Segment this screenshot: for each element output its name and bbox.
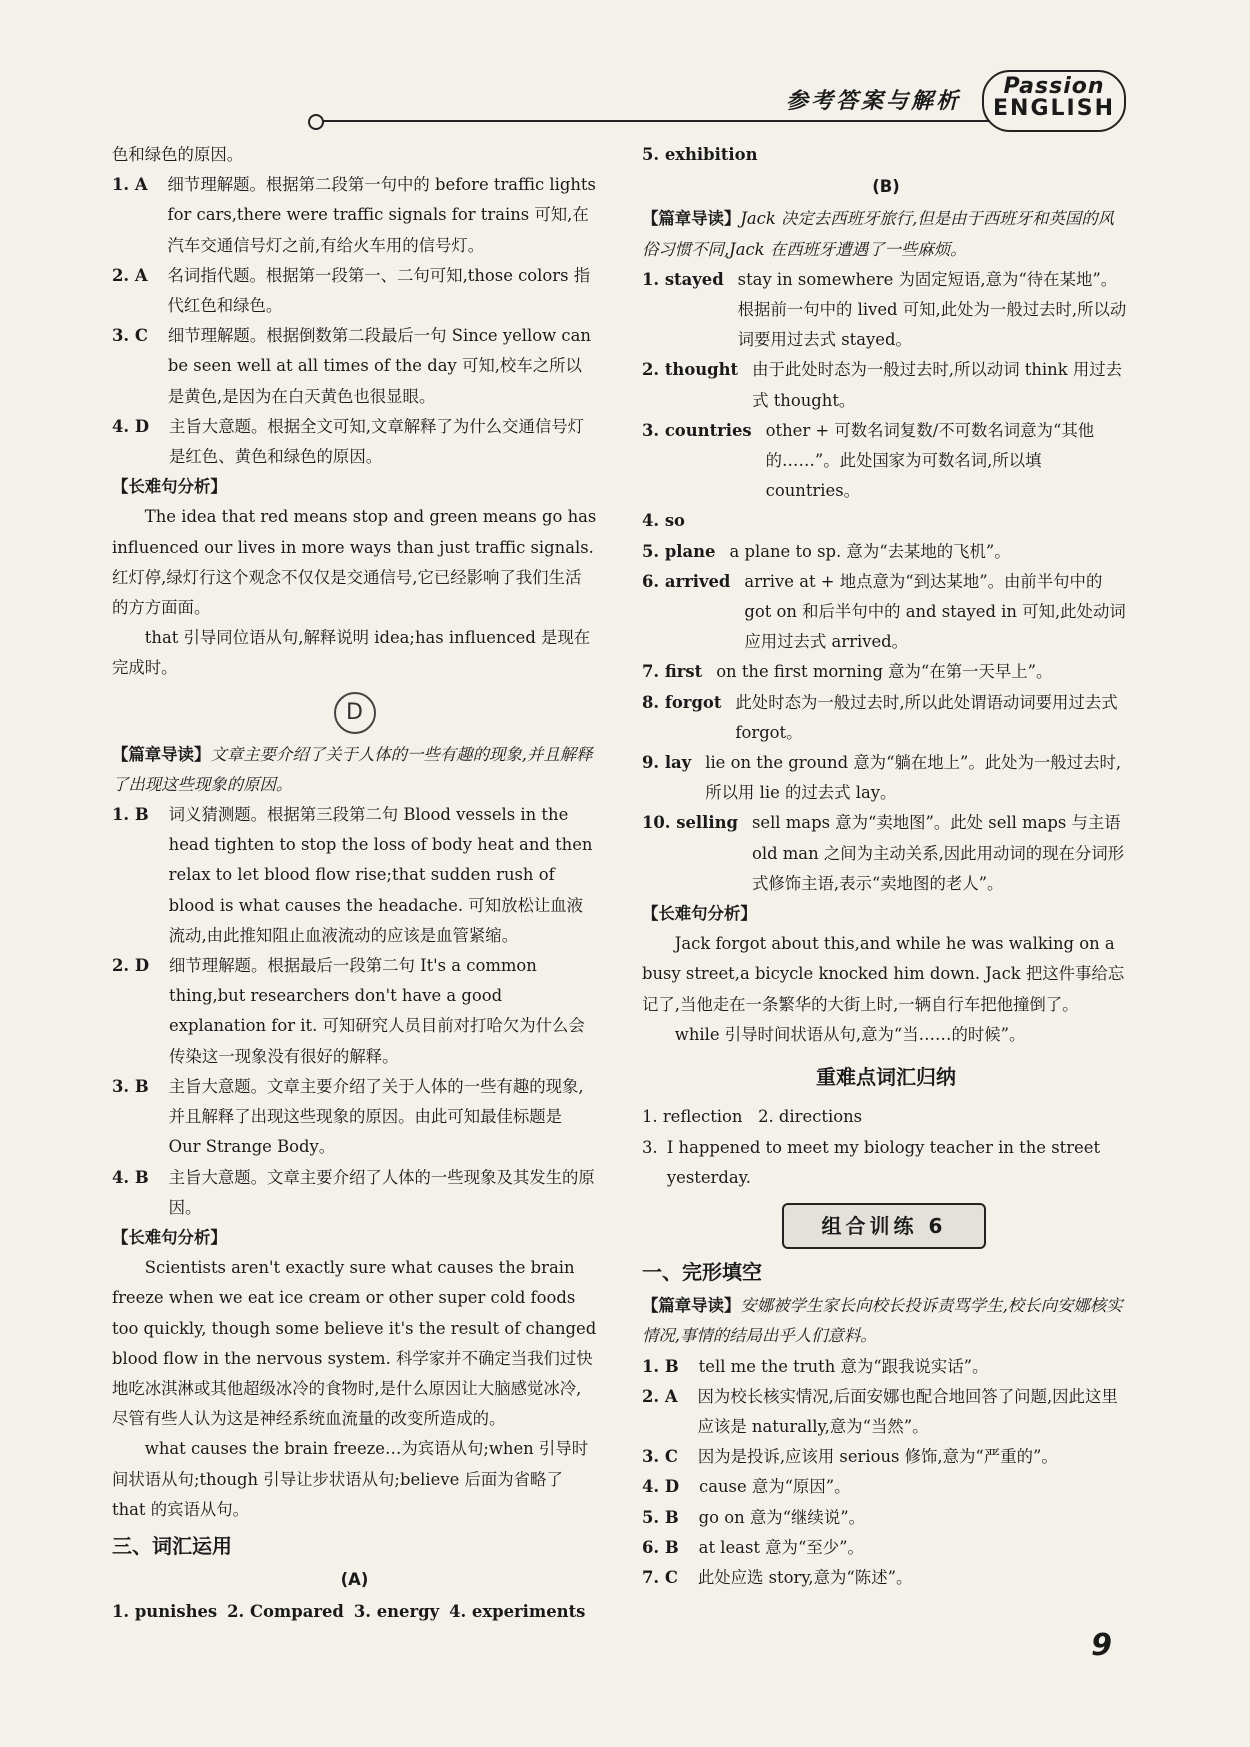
logo-bottom: ENGLISH [993, 96, 1115, 121]
answer-item: 7. C 此处应选 story,意为“陈述”。 [642, 1567, 913, 1587]
answer-item: 2. D 细节理解题。根据最后一段第二句 It's a common thing,but researchers don't have a good explanation for it. 可知研究人员目前对打哈欠为什么会传染这一现象没有很好的解释。 [112, 956, 585, 1066]
answer-item: 4. so [642, 511, 685, 531]
answer-item: 10. selling sell maps 意为“卖地图”。此处 sell maps 与主语 old man 之间为主动关系,因此用动词的现在分词形式修饰主语,表示“卖地图的老人”。 [642, 813, 1125, 893]
page-number: 9 [1091, 1628, 1112, 1663]
long-sentence-tag: 【长难句分析】 [112, 1227, 227, 1247]
left-column [112, 140, 597, 1628]
key-vocab-line: 3. I happened to meet my biology teacher in the street yesterday. [642, 1137, 1101, 1187]
answer-item: 1. stayed stay in somewhere 为固定短语,意为“待在某地”。根据前一句中的 lived 可知,此处为一般过去时,所以动词要用过去式 stayed。 [642, 269, 1127, 350]
d-answers [112, 800, 597, 1223]
answer-item: 7. first on the first morning 意为“在第一天早上”。 [642, 662, 1053, 682]
cloze-heading: 一、完形填空 [642, 1259, 762, 1284]
answer-item: 1. B tell me the truth 意为“跟我说实话”。 [642, 1356, 989, 1376]
long-sentence-note: while 引导时间状语从句,意为“当……的时候”。 [674, 1024, 1026, 1044]
answer-item: 5. plane a plane to sp. 意为“去某地的飞机”。 [642, 541, 1011, 561]
cloze-guide: 【篇章导读】安娜被学生家长向校长投诉责骂学生,校长向安娜核实情况,事情的结局出乎人们意料。 [642, 1296, 1123, 1346]
long-sentence-note: that 引导同位语从句,解释说明 idea;has influenced 是现在完成时。 [112, 628, 591, 678]
answer-item: 2. A 名词指代题。根据第一段第一、二句可知,those colors 指代红色和绿色。 [112, 265, 591, 316]
answer-item: 4. B 主旨大意题。文章主要介绍了人体的一些现象及其发生的原因。 [112, 1167, 595, 1217]
cloze-answers [642, 1352, 1130, 1594]
answer-item: 2. thought 由于此处时态为一般过去时,所以动词 think 用过去式 thought。 [642, 360, 1123, 410]
continued-text: 色和绿色的原因。 [112, 145, 244, 164]
answer-item: 1. B 词义猜测题。根据第三段第二句 Blood vessels in the head tighten to stop the loss of body heat and then relax to let blood flow rise;that sudden rush of blood is what causes the headache. 可知放松让血液流动,由此推知阻止血液流动的应该是血管紧缩。 [112, 805, 593, 945]
header-rule [320, 120, 990, 122]
long-sentence-note: what causes the brain freeze…为宾语从句;when 引导时间状语从句;though 引导让步状语从句;believe 后面为省略了 that 的宾语从句。 [112, 1439, 589, 1519]
long-sentence-tag: 【长难句分析】 [642, 904, 757, 924]
page-header [300, 70, 1130, 130]
b-answers [642, 265, 1130, 899]
answer-item: 6. arrived arrive at + 地点意为“到达某地”。由前半句中的 got on 和后半句中的 and stayed in 可知,此处动词应用过去式 arrived。 [642, 571, 1126, 652]
answer-item: 8. forgot 此处时态为一般过去时,所以此处谓语动词要用过去式 forgot。 [642, 692, 1118, 742]
d-guide: 【篇章导读】文章主要介绍了关于人体的一些有趣的现象,并且解释了出现这些现象的原因。 [112, 744, 593, 794]
answer-item: 5. exhibition [642, 145, 758, 164]
long-sentence-tag: 【长难句分析】 [112, 477, 227, 497]
answer-item: 3. B 主旨大意题。文章主要介绍了关于人体的一些有趣的现象,并且解释了出现这些现象的原因。由此可知最佳标题是 Our Strange Body。 [112, 1076, 584, 1157]
b-guide: 【篇章导读】Jack 决定去西班牙旅行,但是由于西班牙和英国的风俗习惯不同,Jack 在西班牙遭遇了一些麻烦。 [642, 209, 1115, 259]
answer-item: 3. countries other + 可数名词复数/不可数名词意为“其他的……”。此处国家为可数名词,所以填 countries。 [642, 420, 1095, 501]
header-title: 参考答案与解析 [786, 88, 962, 114]
answer-item: 1. A 细节理解题。根据第二段第一句中的 before traffic lights for cars,there were traffic signals for trains 可知,在汽车交通信号灯之前,有给火车用的信号灯。 [112, 175, 596, 255]
answer-item: 2. A 因为校长核实情况,后面安娜也配合地回答了问题,因此这里应该是 naturally,意为“当然”。 [642, 1386, 1118, 1436]
c-answers [112, 170, 597, 472]
vocab-answers: 1. punishes 2. Compared 3. energy 4. experiments [112, 1602, 586, 1622]
header-rule-dot [308, 114, 324, 130]
key-vocab-line: 1. reflection 2. directions [642, 1107, 863, 1127]
answer-item: 3. C 细节理解题。根据倒数第二段最后一句 Since yellow can be seen well at all times of the day 可知,校车之所以是黄色,是因为在白天黄色也很显眼。 [112, 326, 591, 406]
answer-item: 3. C 因为是投诉,应该用 serious 修饰,意为“严重的”。 [642, 1447, 1058, 1467]
answer-item: 4. D cause 意为“原因”。 [642, 1477, 851, 1497]
answer-item: 4. D 主旨大意题。根据全文可知,文章解释了为什么交通信号灯是红色、黄色和绿色的原因。 [112, 416, 585, 467]
passion-english-logo [982, 70, 1126, 132]
answer-item: 9. lay lie on the ground 意为“躺在地上”。此处为一般过去时,所以用 lie 的过去式 lay。 [642, 753, 1122, 803]
key-vocab-heading: 重难点词汇归纳 [816, 1065, 956, 1090]
answer-item: 5. B go on 意为“继续说”。 [642, 1507, 865, 1527]
vocab-heading: 三、词汇运用 [112, 1533, 232, 1558]
long-sentence-text: Jack forgot about this,and while he was walking on a busy street,a bicycle knocked him down. Jack 把这件事给忘记了,当他走在一条繁华的大街上时,一辆自行车把他撞倒了。 [642, 934, 1125, 1014]
logo-top: Passion [1003, 74, 1105, 99]
long-sentence-text: Scientists aren't exactly sure what causes the brain freeze when we eat ice cream or other super cold foods too quickly, though some believe it's the result of changed blood flow in the nervous system. 科学家并不确定当我们过快地吃冰淇淋或其他超级冰冷的食物时,是什么原因让大脑感觉冰冷,尽管有些人认为这是神经系统血流量的改变所造成的。 [112, 1258, 597, 1429]
long-sentence-text: The idea that red means stop and green means go has influenced our lives in more ways than just traffic signals. 红灯停,绿灯行这个观念不仅仅是交通信号,它已经影响了我们生活的方方面面。 [112, 507, 597, 618]
right-column [642, 140, 1130, 1593]
vocab-a-head: (A) [340, 1570, 369, 1590]
section-d-badge: D [334, 692, 376, 734]
combo-training-label: 组合训练 6 [782, 1203, 986, 1249]
b-head: (B) [872, 177, 900, 197]
answer-item: 6. B at least 意为“至少”。 [642, 1537, 864, 1557]
